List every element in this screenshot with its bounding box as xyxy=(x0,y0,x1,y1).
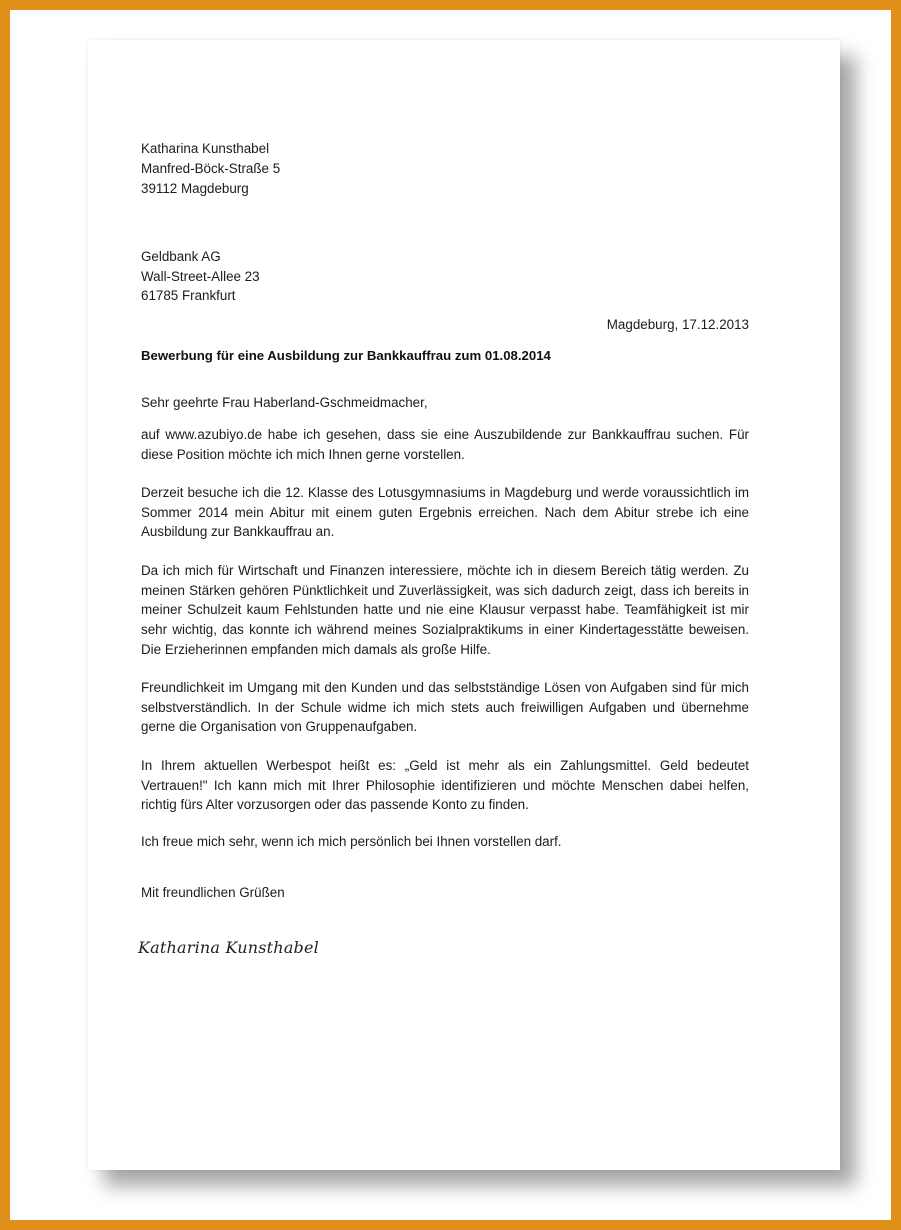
paragraph-4 xyxy=(141,678,749,737)
paragraph-line: Freundlichkeit im Umgang mit den Kunden und das selbstständige Lösen von Aufgaben sind für mich xyxy=(141,680,749,695)
paragraph-line: In Ihrem aktuellen Werbespot heißt es: „Geld ist mehr als ein Zahlungsmittel. Geld bedeutet xyxy=(141,758,749,773)
paragraph-line: Da ich mich für Wirtschaft und Finanzen interessiere, möchte ich in diesem Bereich tätig werden. Zu xyxy=(141,563,749,578)
handwritten-signature: Katharina Kunsthabel xyxy=(138,938,319,957)
letter-subject: Bewerbung für eine Ausbildung zur Bankkauffrau zum 01.08.2014 xyxy=(141,348,551,363)
salutation: Sehr geehrte Frau Haberland-Gschmeidmacher, xyxy=(141,395,428,410)
recipient-company: Geldbank AG xyxy=(141,249,221,264)
paragraph-5 xyxy=(141,756,749,815)
paragraph-line: selbstverständlich. In der Schule widme ich mich stets auch freiwilligen Aufgaben und übernehme xyxy=(141,699,749,715)
paragraph-line: Vertrauen!" Ich kann mich mit Ihrer Philosophie identifizieren und möchte Menschen dabei helfen, xyxy=(141,777,749,793)
paragraph-2 xyxy=(141,483,749,542)
paragraph-line: Derzeit besuche ich die 12. Klasse des Lotusgymnasiums in Magdeburg und werde voraussichtlich im xyxy=(141,485,749,500)
paragraph-1 xyxy=(141,425,749,464)
paragraph-line: diese Position möchte ich mich Ihnen gerne vorstellen. xyxy=(141,446,465,462)
recipient-city: 61785 Frankfurt xyxy=(141,288,236,303)
paragraph-line: richtig fürs Alter vorzusorgen oder das passende Konto zu finden. xyxy=(141,797,529,813)
paragraph-line: auf www.azubiyo.de habe ich gesehen, dass sie eine Auszubildende zur Bankkauffrau suchen. Für xyxy=(141,427,749,442)
regards: Mit freundlichen Grüßen xyxy=(141,885,285,900)
sender-name: Katharina Kunsthabel xyxy=(141,141,270,156)
sender-street: Manfred-Böck-Straße 5 xyxy=(141,161,281,176)
sender-city: 39112 Magdeburg xyxy=(141,181,249,196)
paragraph-line: meiner Schulzeit kaum Fehlstunden hatte und nie eine Klausur verpasst habe. Teamfähigkeit ist mir xyxy=(141,602,749,618)
letter-page xyxy=(88,40,840,1170)
paragraph-line: gerne die Organisation von Gruppenaufgaben. xyxy=(141,719,418,735)
letter-date: Magdeburg, 17.12.2013 xyxy=(606,317,749,332)
closing-line: Ich freue mich sehr, wenn ich mich persönlich bei Ihnen vorstellen darf. xyxy=(141,834,562,849)
paragraph-line: sehr wichtig, das konnte ich während meines Sozialpraktikums in einer Kindertagesstätte beweisen. xyxy=(141,622,749,638)
paragraph-3 xyxy=(141,561,749,659)
paragraph-line: Sommer 2014 mein Abitur mit einem guten Ergebnis erreichen. Nach dem Abitur strebe ich eine xyxy=(141,504,749,520)
paragraph-line: Die Erzieherinnen empfanden mich damals als große Hilfe. xyxy=(141,641,491,657)
paragraph-line: Ausbildung zur Bankkauffrau an. xyxy=(141,524,335,540)
paragraph-line: meinen Stärken gehören Pünktlichkeit und Zuverlässigkeit, was sich dadurch zeigt, dass ich bereits in xyxy=(141,582,749,598)
recipient-street: Wall-Street-Allee 23 xyxy=(141,269,260,284)
